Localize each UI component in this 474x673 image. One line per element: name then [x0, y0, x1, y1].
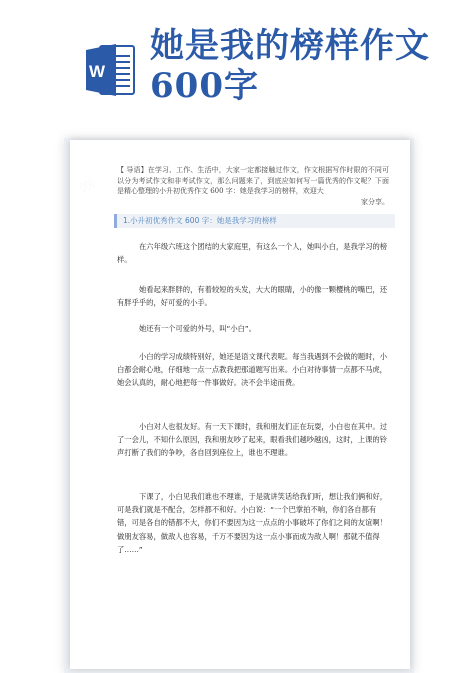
- word-document-icon: [86, 42, 136, 98]
- paragraph-1: [117, 240, 389, 266]
- paragraph-4: [117, 350, 389, 390]
- section-heading: 1.小升初优秀作文 600 字：她是我学习的榜样: [123, 216, 277, 225]
- paragraph-text: 她还有一个可爱的外号，叫“小白”。: [139, 324, 257, 333]
- section-heading-bar: [114, 214, 395, 228]
- guide-text-end: 家分享。: [361, 197, 389, 206]
- paragraph-text: 在六年级六班这个团结的大家庭里，有这么一个人，她叫小白，是我学习的榜样。: [117, 242, 388, 265]
- paragraph-6: [117, 490, 389, 556]
- paragraph-3: [117, 322, 389, 335]
- title-line-1: 她是我的榜样作文: [150, 26, 430, 66]
- watermark: [78, 177, 96, 193]
- paragraph-text: 下课了，小白见我们谁也不理谁，于是就讲笑话给我们听，想让我们俩和好，可是我们就是不配合，怎样都不和好。小白说：“一个巴掌拍不响，你们各自都有错，可是各自的错都不大，你们不要因为这一点点的小事破坏了你们之间的友谊啊！做朋友容易，做敌人也容易，千万不要因为这一点小事而成为敌人啊！那就不值得了……”: [117, 492, 388, 554]
- paragraph-2: [117, 283, 389, 309]
- title-banner: [0, 0, 474, 150]
- guide-text: 【 导语】在学习、工作、生活中，大家一定都接触过作文，作文根据写作时限的不同可以分为考试作文和非考试作文，那么问题来了，到底应如何写一篇优秀的作文呢？下面是精心整理的小升初优秀作文 600 字：她是我学习的榜样，欢迎大: [117, 166, 389, 195]
- paragraph-text: 小白对人也很友好。有一天下课时，我和朋友们正在玩耍，小白也在其中。过了一会儿，不知什么原因，我和朋友吵了起来，眼看我们越吵越凶，这时，上课的铃声打断了我们的争吵，各自回到座位上，谁也不理谁。: [117, 422, 388, 458]
- paragraph-5: [117, 420, 389, 460]
- paragraph-text: 她看起来胖胖的，有着较短的头发，大大的眼睛，小的像一颗樱桃的嘴巴，还有胖乎乎的，好可爱的小手。: [117, 285, 388, 308]
- guide-paragraph: [117, 165, 389, 207]
- paragraph-text: 小白的学习成绩特别好，她还是语文课代表呢。每当我遇到不会做的题时，小白都会耐心地，仔细地一点一点教我把那道题写出来。小白对待事情一点都不马虎，她会认真的，耐心地把每一件事做好。决不会半途而费。: [117, 352, 388, 388]
- document-page: [70, 140, 410, 669]
- svg-text:W: W: [89, 62, 106, 81]
- document-title: [150, 26, 465, 106]
- title-line-2: 600字: [150, 66, 259, 106]
